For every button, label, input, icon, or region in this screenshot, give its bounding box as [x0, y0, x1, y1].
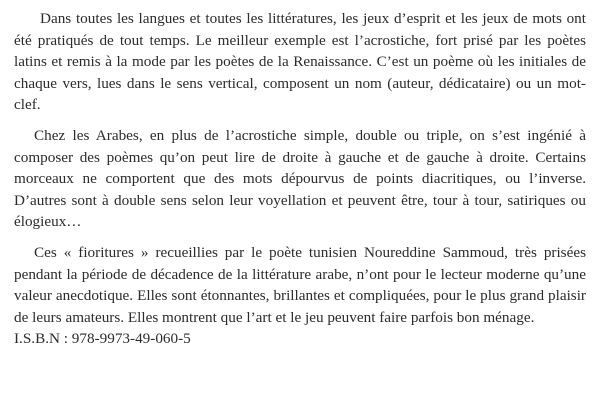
paragraph-gap: [14, 233, 586, 242]
paragraph-gap: [14, 116, 586, 125]
paragraph-arab-poetry: Chez les Arabes, en plus de l’acrostiche simple, double ou triple, on s’est ingénié à composer des poèmes qu’on peut lire de droite à gauche et de gauche à droite. Certains morceaux ne comportent que des mots dépourvus de points diacritiques, ou l’inverse. D’autres sont à double sens selon leur voyellation et peuvent être, tour à tour, satiriques ou élogieux…: [14, 126, 586, 231]
paragraph-fioritures: Ces « fioritures » recueillies par le poète tunisien Noureddine Sammoud, très prisées pendant la période de décadence de la littérature arabe, n’ont pour le lecteur moderne qu’une valeur anecdotique. Elles sont étonnantes, brillantes et compliquées, pour le plus grand plaisir de leurs amateurs. Elles montrent que l’art et le jeu peuvent faire parfois bon ménage.: [14, 243, 586, 326]
isbn-line: I.S.B.N : 978-9973-49-060-5: [14, 330, 191, 348]
back-cover-text: [14, 8, 586, 350]
paragraph-acrostic: Dans toutes les langues et toutes les littératures, les jeux d’esprit et les jeux de mots ont été pratiqués de tout temps. Le meilleur exemple est l’acrostiche, fort prisé par les poètes latins et remis à la mode par les poètes de la Renaissance. C’est un poème où les initiales de chaque vers, lues dans le sens vertical, composent un nom (auteur, dédicataire) ou un mot-clef.: [14, 10, 586, 114]
